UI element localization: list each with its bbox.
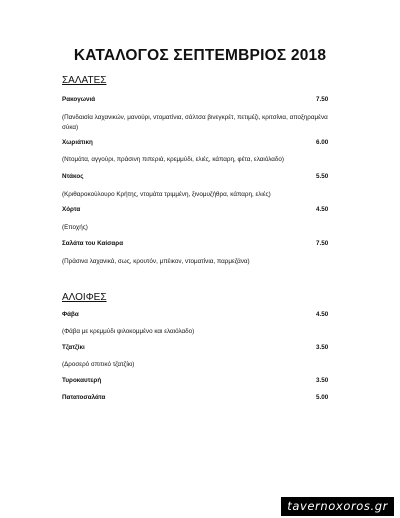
item-row [62,377,347,385]
item-name: Τζατζίκι [62,344,85,351]
item-name: Χωριάτικη [62,139,93,146]
item-description [62,327,347,337]
menu-item-patatosalata [62,394,347,402]
item-desc: (Εποχής) [62,224,88,231]
item-name: Χόρτα [62,206,81,213]
item-name: Πατατοσαλάτα [62,394,106,401]
item-price: 4.50 [316,311,329,318]
item-row [62,240,347,248]
item-price: 6.00 [316,139,329,146]
item-desc: (Πανδαισία λαχανικών, μανούρι, ντοματίνια, σάλτσα βινεγκρέτ, πετιμέζι, κριτσίνια, αποξηραμένα σύκα) [62,114,328,131]
item-desc: (Φάβα με κρεμμύδι ψιλοκομμένο και ελαιόλαδο) [62,328,195,335]
item-description [62,223,347,233]
item-name: Σαλάτα του Καίσαρα [62,240,124,247]
item-row [62,394,347,402]
item-price: 3.50 [316,377,329,384]
item-row [62,173,347,181]
item-description [62,190,347,200]
item-description [62,360,347,370]
item-row [62,311,347,319]
item-price: 7.50 [316,96,329,103]
item-desc: (Πράσινα λαχανικά, σως, κρουτόν, μπέικον, ντοματίνια, παρμεζάνα) [62,258,250,265]
item-row [62,96,347,104]
item-desc: (Κριθαροκούλουρο Κρήτης, ντομάτα τριμμένη, ξινομυζήθρα, κάπαρη, ελιές) [62,191,271,198]
item-name: Ντάκος [62,173,84,180]
menu-item-rakogonia [62,96,347,104]
item-price: 5.00 [316,394,329,401]
item-name: Τυροκαυτερή [62,377,102,384]
item-price: 3.50 [316,344,329,351]
item-row [62,206,347,214]
item-description [62,113,347,132]
item-desc: (Δροσερό σπιτικό τζατζίκι) [62,361,135,368]
menu-item-choriatiki [62,139,347,147]
section-spreads [62,292,347,304]
item-price: 7.50 [316,240,329,247]
item-description [62,257,347,267]
item-price: 5.50 [316,173,329,180]
item-name: Φάβα [62,311,79,318]
item-name: Ρακογωνιά [62,96,96,103]
section-heading-salads: ΣΑΛΑΤΕΣ [62,75,107,86]
item-price: 4.50 [316,206,329,213]
menu-item-caesar [62,240,347,248]
item-row [62,139,347,147]
menu-item-fava [62,311,347,319]
item-description [62,155,347,165]
menu-item-chorta [62,206,347,214]
menu-item-tzatziki [62,344,347,352]
section-heading-spreads: ΑΛΟΙΦΕΣ [62,292,107,303]
watermark-logo: tavernoxoros.gr [281,497,394,516]
menu-item-ntakos [62,173,347,181]
section-salads [62,75,347,87]
item-desc: (Ντομάτα, αγγούρι, πράσινη πιπεριά, κρεμμύδι, ελιές, κάπαρη, φέτα, ελαιόλαδο) [62,156,285,163]
menu-item-tyrokafteri [62,377,347,385]
item-row [62,344,347,352]
page-title: ΚΑΤΑΛΟΓΟΣ ΣΕΠΤΕΜΒΡΙΟΣ 2018 [73,47,327,64]
